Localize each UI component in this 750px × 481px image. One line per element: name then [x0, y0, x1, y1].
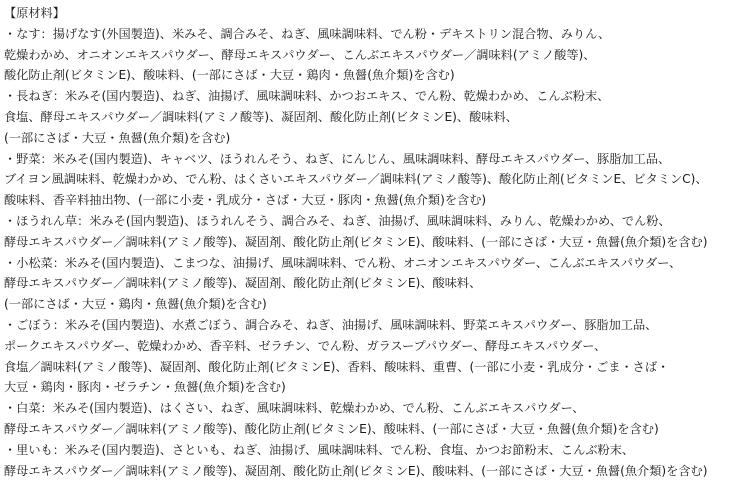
ingredient-line: ・白菜：米みそ(国内製造)、はくさい、ねぎ、風味調味料、乾燥わかめ、でん粉、こんぶエキスパウダー、: [4, 401, 585, 416]
ingredient-line: 酸化防止剤(ビタミンE)、酸味料、(一部にさば・大豆・鶏肉・魚醤(魚介類)を含む): [4, 68, 455, 83]
ingredient-line: ・野菜：米みそ(国内製造)、キャベツ、ほうれんそう、ねぎ、にんじん、風味調味料、酵母エキスパウダー、豚脂加工品、: [4, 151, 671, 166]
ingredient-line: ・なす：揚げなす(外国製造)、米みそ、調合みそ、ねぎ、風味調味料、でん粉・デキストリン混合物、みりん、: [4, 26, 611, 41]
ingredient-line: ・ほうれん草：米みそ(国内製造)、ほうれんそう、調合みそ、ねぎ、油揚げ、風味調味料、みりん、乾燥わかめ、でん粉、: [4, 213, 671, 228]
ingredient-line: ・小松菜：米みそ(国内製造)、こまつな、油揚げ、風味調味料、でん粉、オニオンエキスパウダー、こんぶエキスパウダー、: [4, 255, 682, 270]
ingredient-line: 酵母エキスパウダー／調味料(アミノ酸等)、凝固剤、酸化防止剤(ビタミンE)、酸味料、: [4, 276, 482, 291]
ingredient-line: ・ごぼう：米みそ(国内製造)、水煮ごぼう、調合みそ、ねぎ、油揚げ、風味調味料、野菜エキスパウダー、豚脂加工品、: [4, 317, 658, 332]
ingredient-line: 酵母エキスパウダー／調味料(アミノ酸等)、凝固剤、酸化防止剤(ビタミンE)、酸味料、(一部にさば・大豆・魚醤(魚介類)を含む): [4, 234, 708, 249]
ingredients-heading: 【原材料】: [4, 6, 65, 20]
ingredient-line: 食塩／調味料(アミノ酸等)、凝固剤、酸化防止剤(ビタミンE)、香料、酸味料、重曹、(一部に小麦・乳成分・ごま・さば・: [4, 359, 670, 374]
ingredient-line: 酵母エキスパウダー／調味料(アミノ酸等)、凝固剤、酸化防止剤(ビタミンE)、酸味料、(一部にさば・大豆・魚醤(魚介類)を含む): [4, 463, 708, 478]
ingredient-line: (一部にさば・大豆・魚醤(魚介類)を含む): [4, 130, 231, 145]
ingredient-line: ・長ねぎ：米みそ(国内製造)、ねぎ、油揚げ、風味調味料、かつおエキス、でん粉、乾燥わかめ、こんぶ粉末、: [4, 89, 610, 104]
ingredient-line: 酸味料、香辛料抽出物、(一部に小麦・乳成分・さば・大豆・豚肉・魚醤(魚介類)を含む): [4, 193, 487, 208]
ingredient-line: ブイヨン風調味料、乾燥わかめ、でん粉、はくさいエキスパウダー／調味料(アミノ酸等)、酸化防止剤(ビタミンE、ビタミンC)、: [4, 172, 708, 187]
ingredient-line: ポークエキスパウダー、乾燥わかめ、香辛料、ゼラチン、でん粉、ガラスープパウダー、酵母エキスパウダー、: [4, 338, 607, 353]
ingredient-line: 食塩、酵母エキスパウダー／調味料(アミノ酸等)、凝固剤、酸化防止剤(ビタミンE)、酸味料、: [4, 109, 518, 124]
ingredient-line: 大豆・鶏肉・豚肉・ゼラチン・魚醤(魚介類)を含む): [4, 380, 286, 395]
ingredient-line: 酵母エキスパウダー／調味料(アミノ酸等)、酸化防止剤(ビタミンE)、酸味料、(一部にさば・大豆・魚醤(魚介類)を含む): [4, 421, 659, 436]
ingredient-line: ・里いも：米みそ(国内製造)、さといも、ねぎ、油揚げ、風味調味料、でん粉、食塩、かつお節粉末、こんぶ粉末、: [4, 442, 635, 457]
ingredient-line: (一部にさば・大豆・鶏肉・魚醤(魚介類)を含む): [4, 297, 267, 312]
ingredient-line: 乾燥わかめ、オニオンエキスパウダー、酵母エキスパウダー、こんぶエキスパウダー／調味料(アミノ酸等)、: [4, 47, 596, 62]
